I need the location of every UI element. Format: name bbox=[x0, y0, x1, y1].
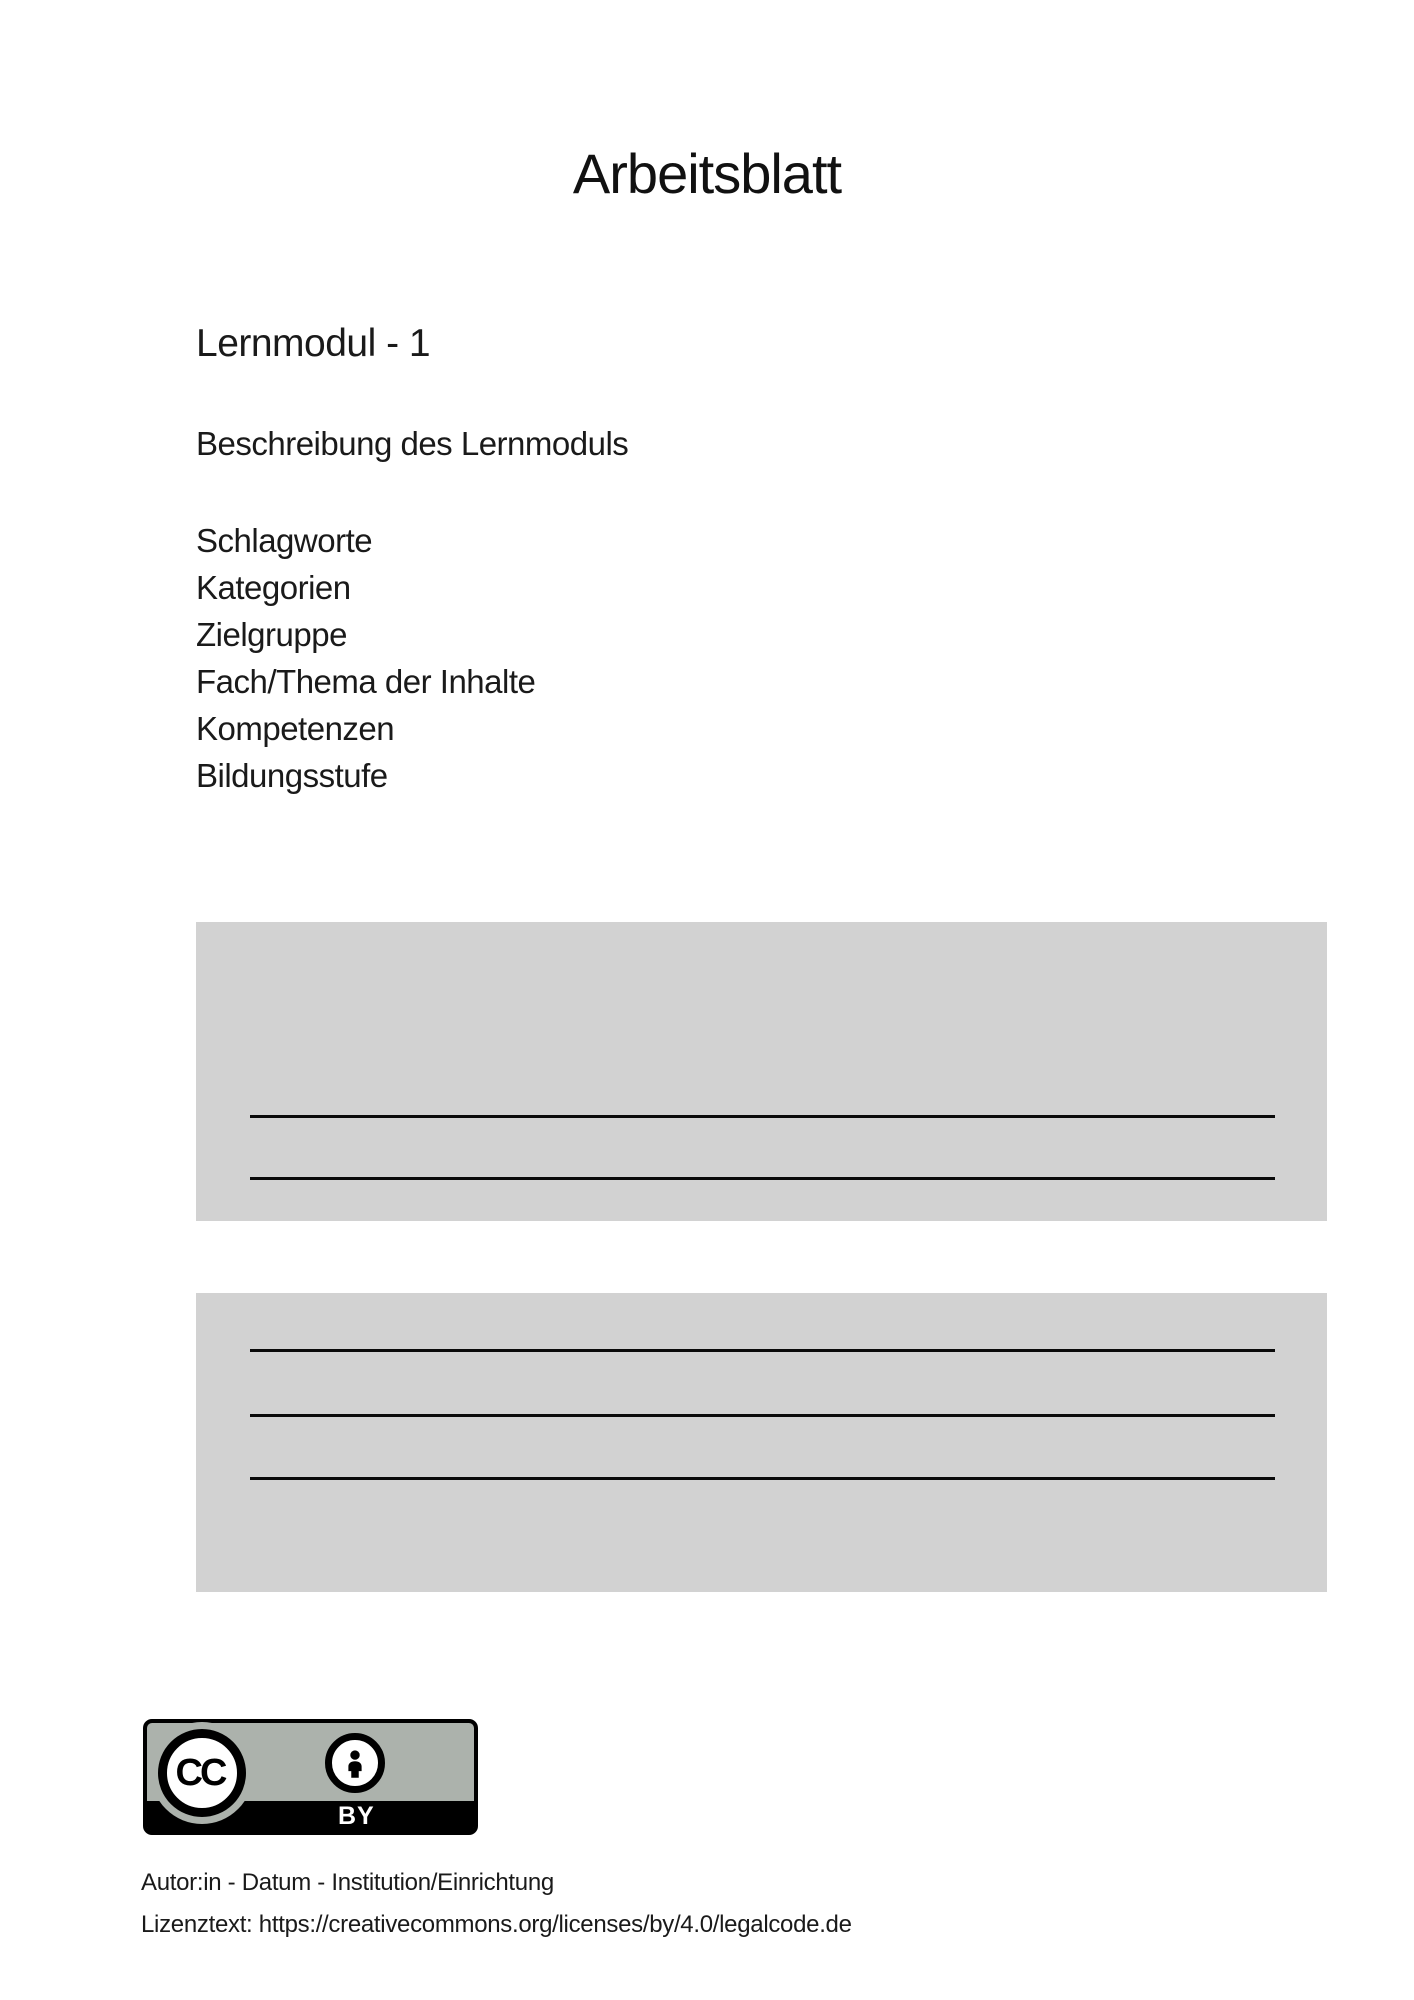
field-fach-thema: Fach/Thema der Inhalte bbox=[196, 663, 536, 700]
by-label: BY bbox=[338, 1802, 375, 1830]
field-schlagworte: Schlagworte bbox=[196, 522, 373, 559]
writing-line bbox=[250, 1115, 1275, 1118]
writing-line bbox=[250, 1177, 1275, 1180]
field-kategorien: Kategorien bbox=[196, 569, 351, 606]
field-zielgruppe: Zielgruppe bbox=[196, 616, 347, 653]
answer-box-1 bbox=[196, 922, 1327, 1221]
page-title: Arbeitsblatt bbox=[572, 142, 842, 205]
author-attribution-text: Autor:in - Datum - Institution/Einrichtung bbox=[141, 1869, 554, 1896]
cc-logo-icon bbox=[158, 1729, 246, 1817]
module-description: Beschreibung des Lernmoduls bbox=[196, 425, 629, 462]
cc-by-license-badge bbox=[143, 1719, 478, 1835]
writing-line bbox=[250, 1414, 1275, 1417]
module-field-list bbox=[196, 517, 535, 799]
field-kompetenzen: Kompetenzen bbox=[196, 710, 395, 747]
writing-line bbox=[250, 1349, 1275, 1352]
attribution-person-icon bbox=[325, 1733, 385, 1793]
cc-logo-label: CC bbox=[175, 1751, 225, 1794]
answer-box-2 bbox=[196, 1293, 1327, 1592]
writing-line bbox=[250, 1477, 1275, 1480]
module-heading: Lernmodul - 1 bbox=[196, 322, 431, 365]
license-url-text: Lizenztext: https://creativecommons.org/licenses/by/4.0/legalcode.de bbox=[141, 1911, 852, 1938]
field-bildungsstufe: Bildungsstufe bbox=[196, 757, 388, 794]
